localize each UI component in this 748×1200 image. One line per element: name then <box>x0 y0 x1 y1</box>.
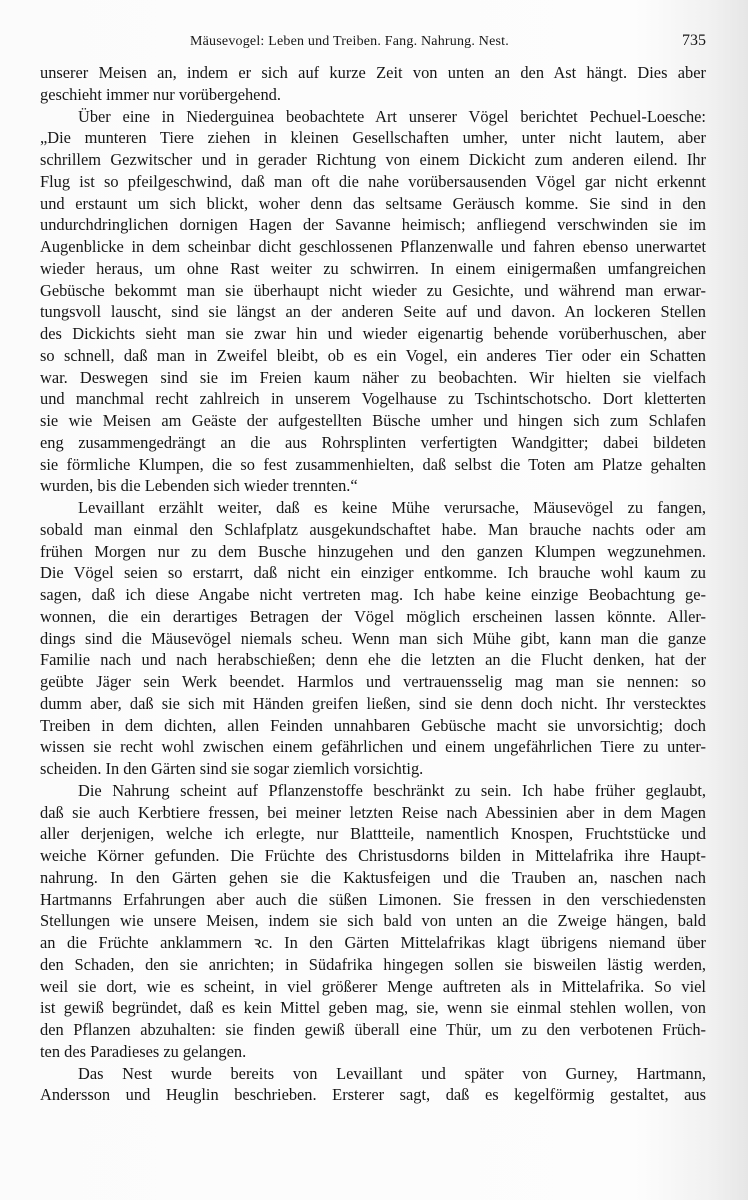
paragraph <box>40 106 706 498</box>
text-line: Treiben in dem dichten, allen Feinden unnahbaren Gebüsche macht sie unvorsichtig; doch <box>40 715 706 735</box>
text-line: sagen, daß ich diese Angabe nicht vertreten mag. Ich habe keine einzige Beobachtung ge- <box>40 585 706 604</box>
text-line: weil sie dort, wie es scheint, in viel größerer Menge auftreten als in Mittelafrika. So viel <box>40 976 706 996</box>
text-line: weiche Körner gefunden. Die Früchte des Christusdorns bilden in Mittelafrika ihre Haupt- <box>40 846 706 865</box>
text-line: wieder heraus, um ohne Rast weiter zu schwirren. In einem einigermaßen umfangreichen <box>40 258 706 278</box>
text-line: Familie nach und nach herabschießen; denn ehe die letzten an die Flucht denken, hat der <box>40 650 706 670</box>
paragraph <box>40 497 706 780</box>
text-line: ten des Paradieses zu gelangen. <box>40 1041 247 1061</box>
text-line: nahrung. In den Gärten gehen sie die Kaktusfeigen und die Trauben an, naschen nach <box>40 867 706 887</box>
text-line: wissen sie recht wohl zwischen einem gefährlichen und einem ungefährlichen Tiere zu unter- <box>40 737 706 757</box>
page-number: 735 <box>682 32 706 49</box>
text-line: und erstaunt um sich blickt, woher denn das seltsame Geräusch komme. Sie sind in den <box>40 193 706 213</box>
running-title: Mäusevogel: Leben und Treiben. Fang. Nahrung. Nest. <box>190 34 509 49</box>
text-line: wurden, bis die Lebenden sich wieder trennten.“ <box>40 476 358 496</box>
body-text <box>40 62 706 1106</box>
text-line: war. Deswegen sind sie im Freien kaum näher zu beobachten. Wir hielten sie vielfach <box>40 367 706 387</box>
text-line: daß sie auch Kerbtiere fressen, bei meiner letzten Reise nach Abessinien aber in dem Magen <box>40 802 706 822</box>
text-line: undurchdringlichen dornigen Hagen der Savanne heimisch; anfliegend verschwinden sie im <box>40 215 706 235</box>
paragraph <box>40 780 706 1063</box>
text-line: dings sind die Mäusevögel niemals scheu. Wenn man sich Mühe gibt, kann man die ganze <box>40 628 706 648</box>
text-line: sie wie Meisen am Geäste der aufgestellten Büsche umher und hingen sich zum Schlafen <box>40 411 706 430</box>
text-line: frühen Morgen nur zu dem Busche hinzugehen und den ganzen Klumpen wegzunehmen. <box>40 541 706 561</box>
text-line: Augenblicke in dem scheinbar dicht geschlossenen Pflanzenwalle und fahren ebenso unerwartet <box>40 237 706 256</box>
running-head <box>40 30 706 54</box>
text-line: Das Nest wurde bereits von Levaillant und später von Gurney, Hartmann, <box>78 1063 706 1083</box>
text-line: Die Nahrung scheint auf Pflanzenstoffe beschränkt zu sein. Ich habe früher geglaubt, <box>78 780 706 800</box>
text-line: schrillem Gezwitscher und in gerader Richtung von einem Dickicht zum anderen eilend. Ihr <box>40 150 706 169</box>
text-line: so schnell, daß man in Zweifel bleibt, ob es ein Vogel, ein anderes Tier oder ein Schatten <box>40 345 706 365</box>
text-line: den Schaden, den sie anrichten; in Südafrika hingegen sollen sie bisweilen lästig werden, <box>40 954 706 974</box>
text-line: Stellungen wie unsere Meisen, indem sie sich bald von unten an die Zweige hängen, bald <box>40 911 706 931</box>
text-line: geübte Jäger sein Werk beendet. Harmlos und vertrauensselig mag man sie nennen: so <box>40 672 706 691</box>
text-line: tungsvoll lauscht, sind sie längst an der anderen Seite auf und davon. An lockeren Stellen <box>40 302 706 322</box>
paragraph <box>40 62 706 106</box>
text-line: Andersson und Heuglin beschrieben. Ersterer sagt, daß es kegelförmig gestaltet, aus <box>40 1085 706 1105</box>
text-line: des Dickichts sieht man sie zwar hin und wieder eigenartig behende vorüberhuschen, aber <box>40 324 706 343</box>
text-line: sobald man einmal den Schlafplatz ausgekundschaftet habe. Man brauche nachts oder am <box>40 519 706 539</box>
text-line: unserer Meisen an, indem er sich auf kurze Zeit von unten an den Ast hängt. Dies aber <box>40 63 706 82</box>
text-line: an die Früchte anklammern ꝛc. In den Gärten Mittelafrikas klagt übrigens niemand über <box>40 933 706 952</box>
paragraph <box>40 1063 706 1107</box>
text-line: Gebüsche bekommt man sie überhaupt nicht wieder zu Gesichte, und während man erwar- <box>40 280 706 300</box>
text-line: Die Vögel seien so erstarrt, daß nicht ein einziger entkomme. Ich brauche wohl kaum zu <box>40 563 706 583</box>
text-line: Über eine in Niederguinea beobachtete Art unserer Vögel berichtet Pechuel-Loesche: <box>78 106 706 126</box>
text-line: geschieht immer nur vorübergehend. <box>40 84 281 104</box>
text-line: eng zusammengedrängt an die aus Rohrsplinten verfertigten Wandgitter; dabei bildeten <box>40 432 706 452</box>
text-line: sie förmliche Klumpen, die so fest zusammenhielten, daß selbst die Toten am Platze gehalten <box>40 454 706 474</box>
text-line: wonnen, die ein derartiges Betragen der Vögel möglich erscheinen lassen könnte. Aller- <box>40 606 706 626</box>
text-line: scheiden. In den Gärten sind sie sogar ziemlich vorsichtig. <box>40 759 424 778</box>
text-line: „Die munteren Tiere ziehen in kleinen Gesellschaften umher, unter nicht lautem, aber <box>40 128 706 148</box>
text-line: Hartmanns Erfahrungen aber auch die süßen Limonen. Sie fressen in den verschiedensten <box>40 889 706 909</box>
text-line: und manchmal recht zahlreich in unserem Vogelhause zu Tschintschotscho. Dort kletterten <box>40 389 706 409</box>
text-line: ist gewiß begründet, daß es kein Mittel geben mag, sie, wenn sie einmal stehlen wollen, von <box>40 998 706 1018</box>
text-line: dumm aber, daß sie sich mit Händen greifen ließen, sind sie denn doch nicht. Ihr verstecktes <box>40 693 706 713</box>
text-line: aller derjenigen, welche ich erlegte, nur Blattteile, namentlich Knospen, Fruchtstücke und <box>40 824 706 844</box>
text-line: Levaillant erzählt weiter, daß es keine Mühe verursache, Mäusevögel zu fangen, <box>78 498 706 517</box>
text-line: den Pflanzen abzuhalten: sie finden gewiß überall eine Thür, um zu den verbotenen Früch- <box>40 1020 706 1039</box>
text-line: Flug ist so pfeilgeschwind, daß man oft die nahe vorübersausenden Vögel gar nicht erkennt <box>40 171 706 191</box>
